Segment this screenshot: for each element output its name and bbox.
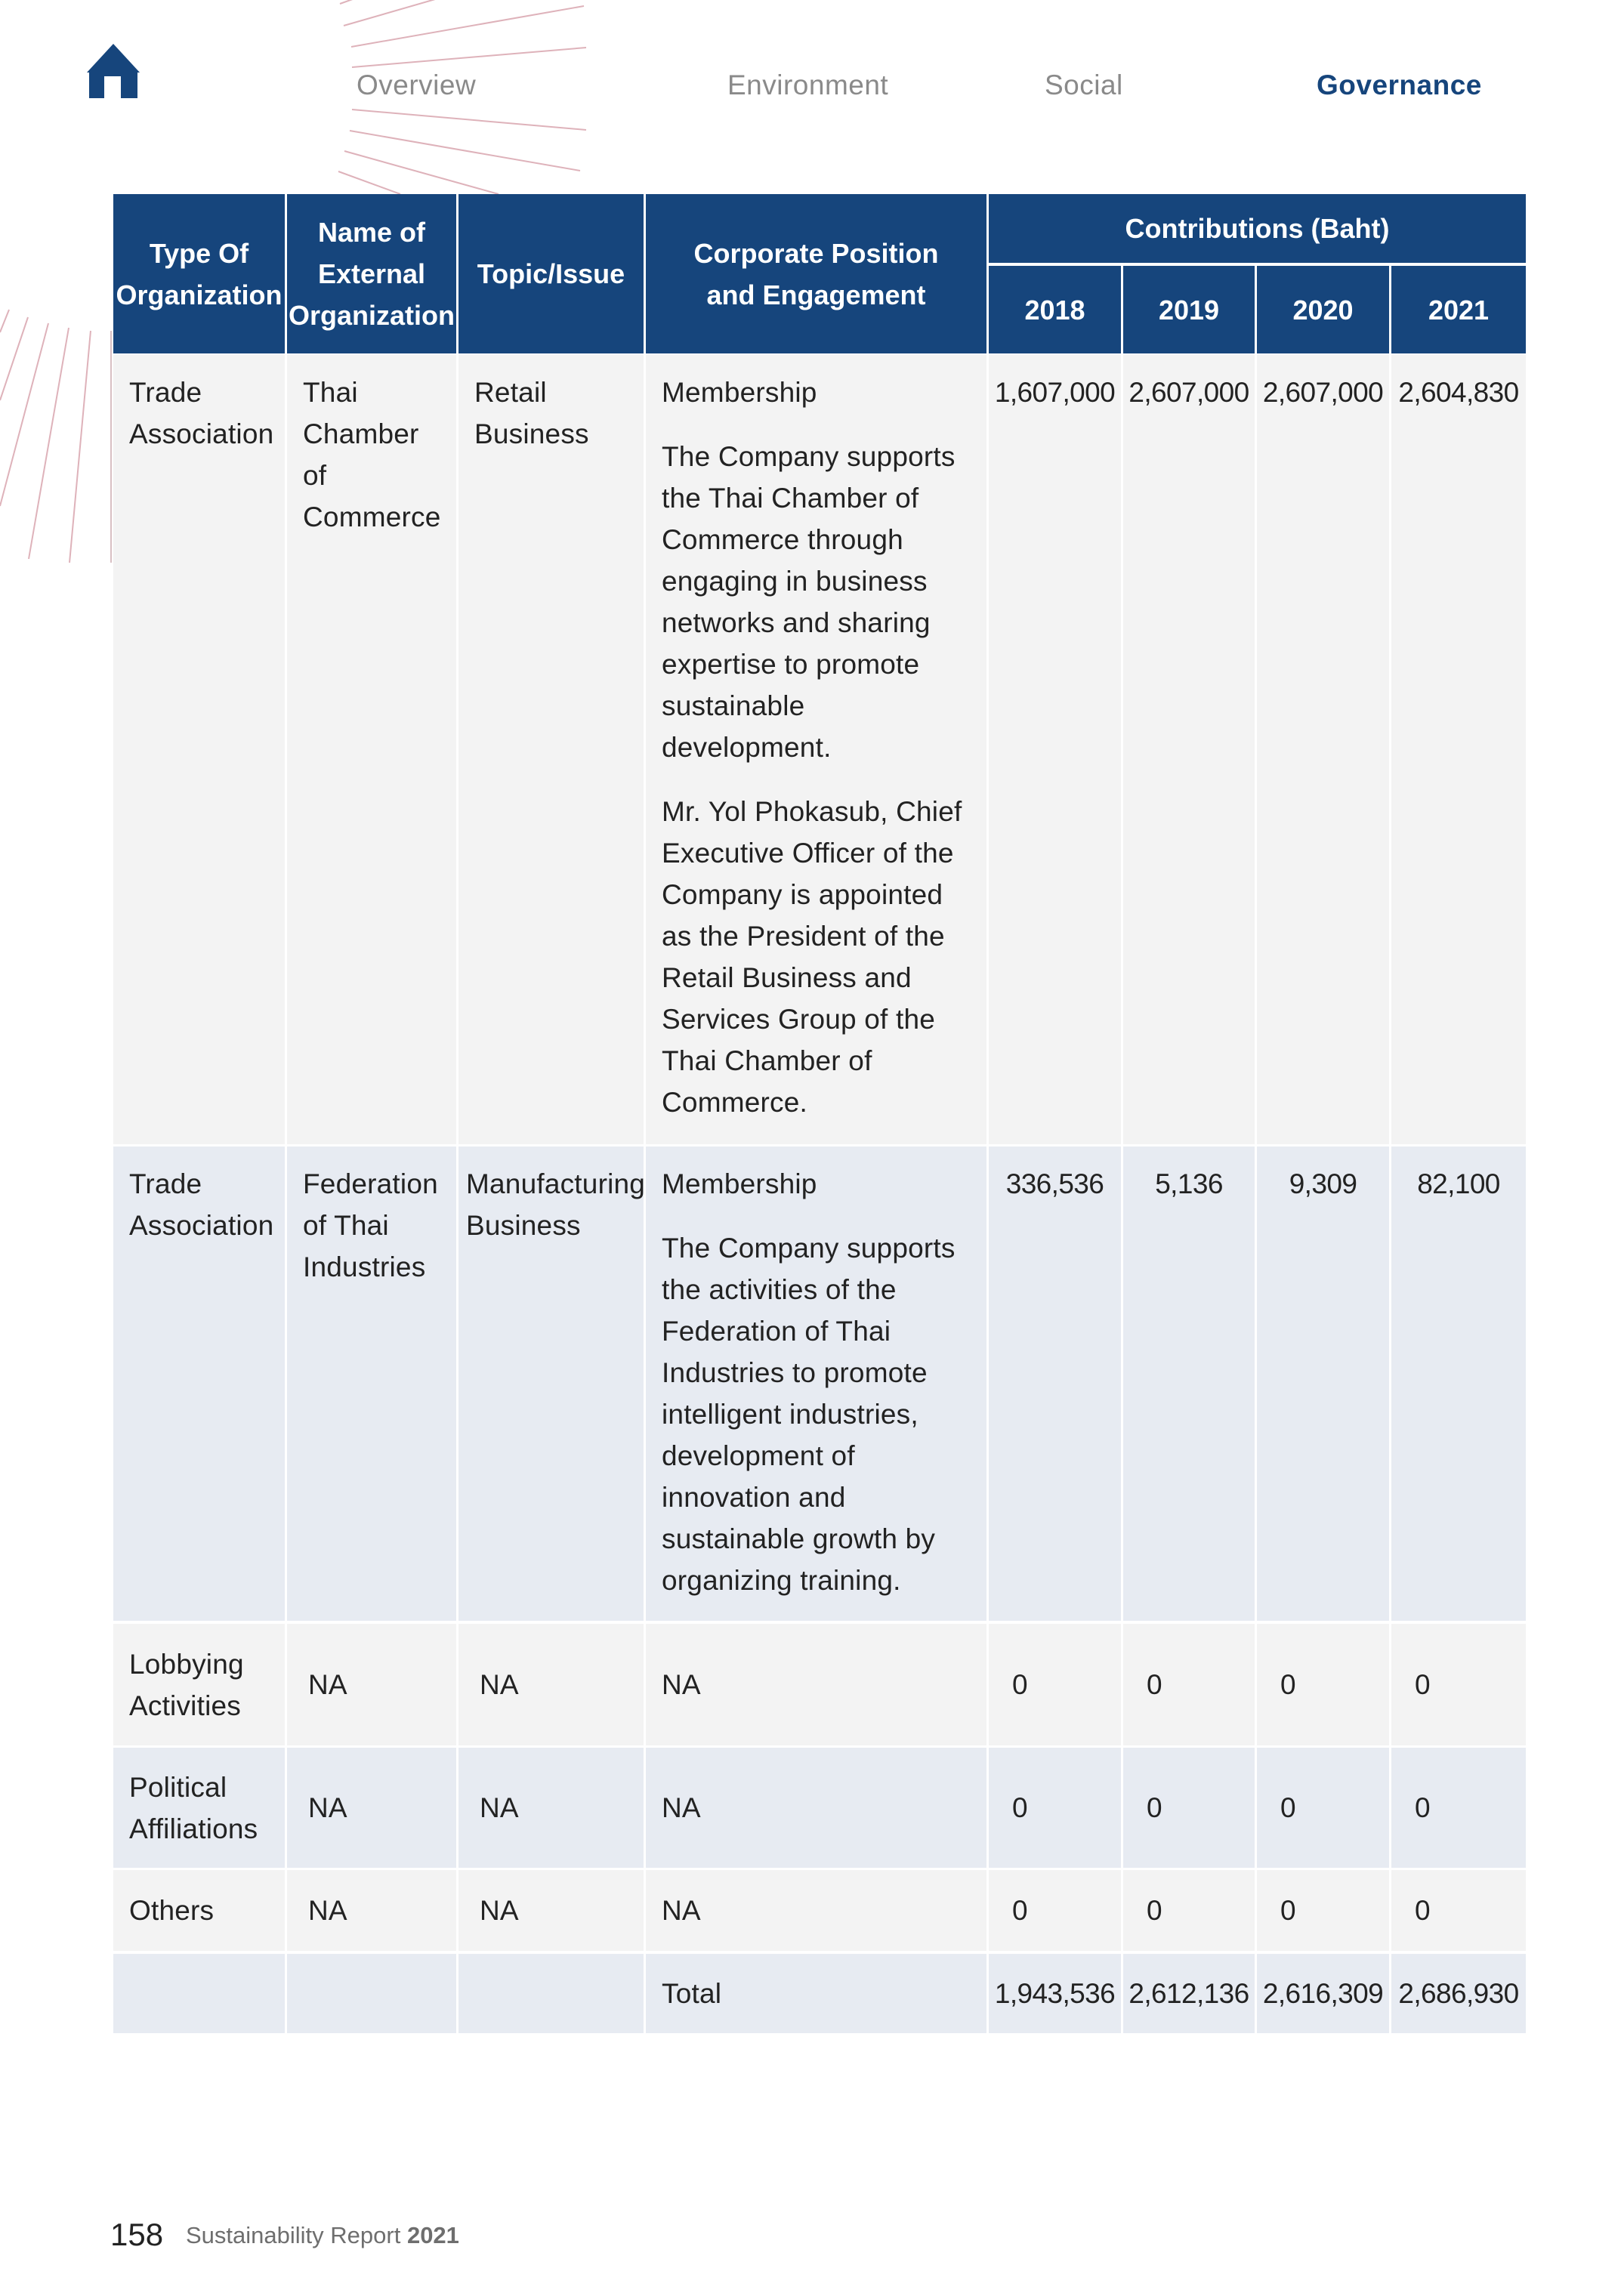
total-value-2020: 2,616,309 — [1257, 1954, 1389, 2033]
total-value-2018: 1,943,536 — [989, 1954, 1121, 2033]
cell-value-2019: 0 — [1123, 1870, 1255, 1951]
cell-value-2018: 336,536 — [989, 1146, 1121, 1621]
total-value-2019: 2,612,136 — [1123, 1954, 1255, 2033]
cell-value-2020: 2,607,000 — [1257, 355, 1389, 1144]
cell-position-engagement — [646, 355, 986, 1144]
engagement-description: The Company supports the activities of the Federation of Thai Industries to promote intelligent industries, development of innovation and sustainable growth by organizing training. — [662, 1233, 956, 1596]
home-button[interactable] — [85, 42, 142, 100]
cell-value-2019: 0 — [1123, 1748, 1255, 1868]
home-icon — [85, 42, 142, 100]
report-title: Sustainability Report 2021 — [186, 2222, 459, 2248]
cell-value-2020: 9,309 — [1257, 1146, 1389, 1621]
cell-position-engagement — [646, 1146, 986, 1621]
total-label: Total — [646, 1954, 986, 2033]
nav-tab-governance[interactable]: Governance — [1317, 69, 1482, 100]
nav-tab-social[interactable]: Social — [1045, 69, 1123, 100]
cell-topic: NA — [458, 1624, 644, 1745]
cell-value-2020: 0 — [1257, 1748, 1389, 1868]
header-contributions: Contributions (Baht) — [989, 194, 1526, 263]
total-value-2021: 2,686,930 — [1391, 1954, 1526, 2033]
cell-value-2021: 0 — [1391, 1870, 1526, 1951]
cell-type: Political Affiliations — [113, 1748, 285, 1868]
header-name-of-external-organization: Name of External Organization — [287, 194, 456, 353]
header-year-2020: 2020 — [1257, 266, 1389, 353]
cell-position-engagement: NA — [646, 1624, 986, 1745]
cell-value-2019: 2,607,000 — [1123, 355, 1255, 1144]
header-year-2018: 2018 — [989, 266, 1121, 353]
cell-type: Trade Association — [113, 355, 285, 1144]
cell-value-2021: 0 — [1391, 1748, 1526, 1868]
cell-empty — [458, 1954, 644, 2033]
cell-value-2021: 2,604,830 — [1391, 355, 1526, 1144]
cell-type: Lobbying Activities — [113, 1624, 285, 1745]
nav-tab-environment[interactable]: Environment — [727, 69, 889, 100]
cell-value-2019: 0 — [1123, 1624, 1255, 1745]
cell-value-2020: 0 — [1257, 1870, 1389, 1951]
engagement-appointment: Mr. Yol Phokasub, Chief Executive Officer of the Company is appointed as the President of the Retail Business and Services Group of the Thai Chamber of Commerce. — [662, 796, 962, 1118]
header-topic-issue: Topic/Issue — [458, 194, 644, 353]
cell-type: Others — [113, 1870, 285, 1951]
cell-value-2020: 0 — [1257, 1624, 1389, 1745]
header-type-of-organization: Type Of Organization — [113, 194, 285, 353]
cell-value-2021: 82,100 — [1391, 1146, 1526, 1621]
report-year: 2021 — [406, 2222, 459, 2248]
header-year-2019: 2019 — [1123, 266, 1255, 353]
cell-value-2019: 5,136 — [1123, 1146, 1255, 1621]
cell-topic: NA — [458, 1748, 644, 1868]
cell-organization-name: Federation of Thai Industries — [287, 1146, 456, 1621]
header-corporate-position: Corporate Position and Engagement — [646, 194, 986, 353]
cell-empty — [287, 1954, 456, 2033]
cell-value-2018: 0 — [989, 1748, 1121, 1868]
cell-position-engagement: NA — [646, 1870, 986, 1951]
cell-value-2018: 0 — [989, 1624, 1121, 1745]
cell-organization-name: NA — [287, 1624, 456, 1745]
cell-value-2021: 0 — [1391, 1624, 1526, 1745]
cell-position-engagement: NA — [646, 1748, 986, 1868]
engagement-type: Membership — [662, 377, 817, 408]
engagement-description: The Company supports the Thai Chamber of Commerce through engaging in business networks and sharing expertise to promote sustainable development. — [662, 441, 956, 763]
nav-tab-overview[interactable]: Overview — [357, 69, 477, 100]
cell-topic: NA — [458, 1870, 644, 1951]
cell-value-2018: 0 — [989, 1870, 1121, 1951]
cell-value-2018: 1,607,000 — [989, 355, 1121, 1144]
header-year-2021: 2021 — [1391, 266, 1526, 353]
cell-topic: Manufacturing Business — [458, 1146, 644, 1621]
page-number: 158 — [110, 2217, 164, 2252]
cell-organization-name: Thai Chamber of Commerce — [287, 355, 456, 1144]
cell-empty — [113, 1954, 285, 2033]
cell-topic: Retail Business — [458, 355, 644, 1144]
cell-organization-name: NA — [287, 1748, 456, 1868]
cell-type: Trade Association — [113, 1146, 285, 1621]
engagement-type: Membership — [662, 1168, 817, 1199]
cell-organization-name: NA — [287, 1870, 456, 1951]
